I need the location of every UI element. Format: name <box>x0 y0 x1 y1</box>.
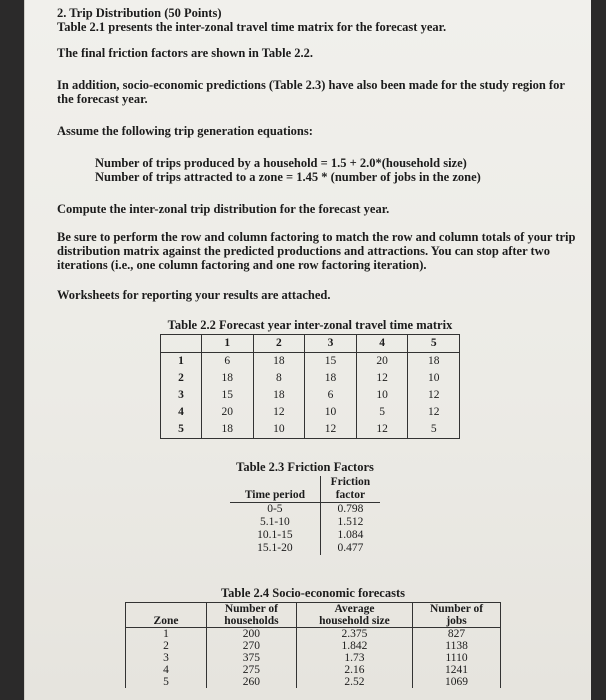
socio-text-1: In addition, socio-economic predictions (Table 2.3) have also been made for the study region for <box>57 78 565 92</box>
time-cell: 12 <box>305 421 357 439</box>
travel-time-table <box>160 318 460 439</box>
hhsize-cell: 2.52 <box>296 676 412 688</box>
factor-cell: 0.798 <box>320 503 380 517</box>
perform-text-3: iterations (i.e., one column factoring and one row factoring iteration). <box>57 258 427 272</box>
intro-text: Table 2.1 presents the inter-zonal travel time matrix for the forecast year. <box>57 20 447 34</box>
zone-cell: 1 <box>161 353 202 371</box>
table22-corner <box>161 335 202 353</box>
jobs-head-2: jobs <box>413 615 501 628</box>
factor-cell: 0.477 <box>320 542 380 555</box>
table24-caption: Table 2.4 Socio-economic forecasts <box>220 586 405 600</box>
worksheets-text: Worksheets for reporting your results are attached. <box>57 288 331 302</box>
period-cell: 15.1-20 <box>257 542 293 554</box>
jobs-head-1: Number of <box>413 603 501 616</box>
document-page <box>24 0 591 700</box>
jobs-cell: 1241 <box>413 664 501 676</box>
hhsize-cell: 1.842 <box>296 640 412 652</box>
factor-head: factor <box>320 489 380 503</box>
households-head-1: Number of <box>207 603 297 616</box>
socio-economic-table <box>125 586 501 688</box>
assume-text: Assume the following trip generation equations: <box>57 124 313 138</box>
table-row <box>161 404 460 421</box>
time-cell: 18 <box>202 421 254 439</box>
zone-cell: 3 <box>161 387 202 404</box>
households-cell: 270 <box>242 640 261 652</box>
zone-cell: 3 <box>126 652 207 664</box>
households-head-2: households <box>207 615 297 628</box>
table-row <box>161 387 460 404</box>
table22-col-header: 2 <box>253 335 305 353</box>
time-cell: 12 <box>356 370 408 387</box>
time-cell: 6 <box>305 387 357 404</box>
time-cell: 10 <box>305 404 357 421</box>
hhsize-head-2: household size <box>296 615 412 628</box>
time-cell: 18 <box>202 370 254 387</box>
friction-factors-table <box>230 460 380 555</box>
table22-col-header: 5 <box>408 335 460 353</box>
time-period-head: Time period <box>230 489 320 503</box>
time-cell: 12 <box>253 404 305 421</box>
table-row <box>230 516 380 529</box>
time-cell: 5 <box>356 404 408 421</box>
table-row <box>126 628 501 641</box>
equation-production: Number of trips produced by a household = 1.5 + 2.0*(household size) <box>95 156 467 170</box>
period-cell: 0-5 <box>267 503 283 515</box>
perform-text-1: Be sure to perform the row and column factoring to match the row and column totals of your trip <box>57 230 576 244</box>
households-cell: 260 <box>242 676 261 688</box>
table-row <box>126 640 501 652</box>
table23-blank-head <box>230 476 320 489</box>
zone-cell: 2 <box>126 640 207 652</box>
table-row <box>230 503 380 517</box>
households-cell: 375 <box>242 652 261 664</box>
period-cell: 5.1-10 <box>260 516 290 528</box>
table-row <box>161 370 460 387</box>
friction-text: The final friction factors are shown in Table 2.2. <box>57 46 314 60</box>
socio-text-2: the forecast year. <box>57 92 148 106</box>
time-cell: 10 <box>356 387 408 404</box>
question-title: 2. Trip Distribution (50 Points) <box>57 6 222 20</box>
jobs-cell: 1069 <box>413 676 501 688</box>
table-row <box>230 529 380 542</box>
factor-cell: 1.512 <box>320 516 380 529</box>
perform-text-2: distribution matrix against the predicted productions and attractions. You can stop after two <box>57 244 550 258</box>
table-row <box>126 664 501 676</box>
time-cell: 20 <box>202 404 254 421</box>
period-cell: 10.1-15 <box>257 529 293 541</box>
hhsize-cell: 2.375 <box>296 628 412 641</box>
jobs-cell: 1138 <box>413 640 501 652</box>
jobs-cell: 827 <box>413 628 501 641</box>
time-cell: 5 <box>408 421 460 439</box>
time-cell: 15 <box>305 353 357 371</box>
table-row <box>161 353 460 371</box>
table-row <box>230 542 380 555</box>
zone-cell: 4 <box>161 404 202 421</box>
time-cell: 18 <box>253 353 305 371</box>
time-cell: 20 <box>356 353 408 371</box>
zone-head: Zone <box>126 615 207 628</box>
table-row <box>126 676 501 688</box>
zone-cell: 5 <box>126 676 207 688</box>
time-cell: 8 <box>253 370 305 387</box>
hhsize-head-1: Average <box>296 603 412 616</box>
households-cell: 275 <box>242 664 261 676</box>
table22-col-header: 3 <box>305 335 357 353</box>
table22-col-header: 4 <box>356 335 408 353</box>
time-cell: 10 <box>253 421 305 439</box>
households-cell: 200 <box>242 628 261 640</box>
zone-cell: 2 <box>161 370 202 387</box>
table22-caption: Table 2.2 Forecast year inter-zonal travel time matrix <box>167 318 453 332</box>
zone-cell: 4 <box>126 664 207 676</box>
factor-cell: 1.084 <box>320 529 380 542</box>
time-cell: 15 <box>202 387 254 404</box>
time-cell: 12 <box>408 387 460 404</box>
time-cell: 18 <box>305 370 357 387</box>
time-cell: 18 <box>253 387 305 404</box>
zone-head-blank <box>126 603 207 616</box>
table23-caption: Table 2.3 Friction Factors <box>236 460 374 474</box>
friction-head: Friction <box>320 476 380 489</box>
jobs-cell: 1110 <box>413 652 501 664</box>
equation-attraction: Number of trips attracted to a zone = 1.45 * (number of jobs in the zone) <box>95 170 481 184</box>
time-cell: 6 <box>202 353 254 371</box>
zone-cell: 1 <box>126 628 207 641</box>
table-row <box>126 652 501 664</box>
hhsize-cell: 1.73 <box>296 652 412 664</box>
time-cell: 12 <box>408 404 460 421</box>
time-cell: 18 <box>408 353 460 371</box>
hhsize-cell: 2.16 <box>296 664 412 676</box>
time-cell: 12 <box>356 421 408 439</box>
table-row <box>161 421 460 439</box>
time-cell: 10 <box>408 370 460 387</box>
compute-text: Compute the inter-zonal trip distribution for the forecast year. <box>57 202 390 216</box>
table22-col-header: 1 <box>202 335 254 353</box>
zone-cell: 5 <box>161 421 202 439</box>
